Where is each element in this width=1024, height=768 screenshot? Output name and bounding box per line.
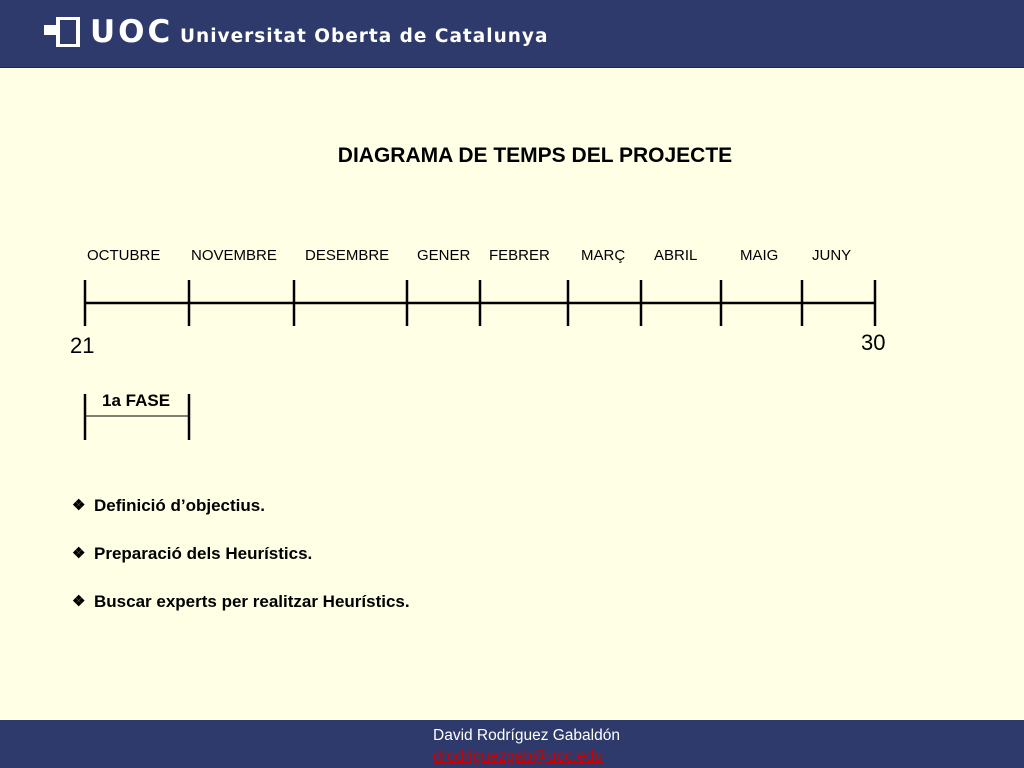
diamond-bullet-icon: ❖	[72, 593, 86, 610]
start-day-label: 21	[70, 333, 95, 358]
month-label: MARÇ	[581, 247, 626, 264]
author-name: David Rodríguez Gabaldón	[433, 727, 620, 744]
task-text: Preparació dels Heurístics.	[94, 544, 313, 563]
institution-name: Universitat Oberta de Catalunya	[180, 26, 549, 47]
month-label: DESEMBRE	[305, 247, 390, 264]
month-label: NOVEMBRE	[191, 247, 277, 264]
task-text: Buscar experts per realitzar Heurístics.	[94, 592, 410, 611]
month-label: MAIG	[740, 247, 779, 264]
diamond-bullet-icon: ❖	[72, 545, 86, 562]
month-label: GENER	[417, 247, 471, 264]
month-label: FEBRER	[489, 247, 550, 264]
month-label: OCTUBRE	[87, 247, 161, 264]
list-item	[72, 592, 410, 640]
page-title: DIAGRAMA DE TEMPS DEL PROJECTE	[337, 144, 733, 167]
task-list	[72, 496, 410, 640]
end-day-label: 30	[861, 330, 886, 355]
logo-text: UOC	[90, 14, 174, 50]
phase-label: 1a FASE	[102, 391, 171, 410]
author-email-link[interactable]: drodriguezgab@uoc.edu	[433, 748, 603, 765]
list-item	[72, 496, 410, 544]
month-label: ABRIL	[654, 247, 698, 264]
task-text: Definició d’objectius.	[94, 496, 265, 515]
diamond-bullet-icon: ❖	[72, 497, 86, 514]
month-label: JUNY	[812, 247, 852, 264]
list-item	[72, 544, 410, 592]
